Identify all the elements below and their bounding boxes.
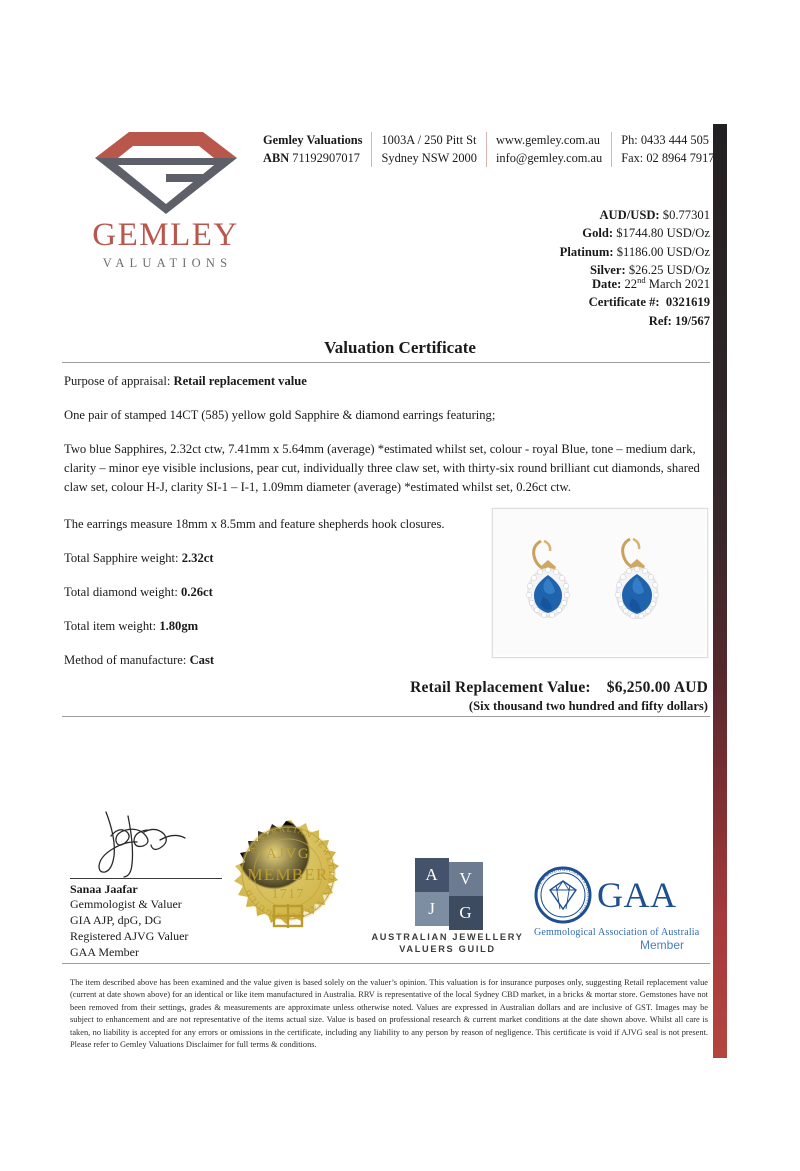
company-website[interactable]: www.gemley.com.au	[495, 133, 600, 147]
date-ordinal: nd	[637, 275, 646, 285]
purpose-value: Retail replacement value	[173, 374, 307, 388]
purpose-line	[64, 372, 712, 391]
page-title: Valuation Certificate	[324, 338, 476, 357]
abn-value: 71192907017	[292, 150, 360, 165]
ajvg-tile-g: G	[449, 896, 483, 930]
certificate-number-value: 0321619	[665, 295, 710, 310]
contact-details	[254, 132, 724, 167]
valuer-qualifications: GIA AJP, dpG, DG	[70, 912, 162, 927]
company-fax: Fax: 02 8964 7917	[621, 150, 715, 165]
date-label: Date:	[591, 277, 622, 292]
valuer-registration: Registered AJVG Valuer	[70, 928, 189, 943]
certificate-ref	[589, 312, 710, 330]
gaa-logo	[534, 866, 710, 952]
platinum-label: Platinum:	[559, 244, 614, 259]
silver-label: Silver:	[589, 262, 626, 277]
ajvg-logo	[370, 858, 525, 954]
gaa-acronym: GAA	[597, 875, 677, 915]
purpose-label: Purpose of appraisal:	[64, 374, 171, 388]
value-amount: $6,250.00 AUD	[606, 679, 708, 696]
ajvg-tile-a: A	[415, 858, 449, 892]
gaa-row	[534, 866, 710, 924]
ajvg-name-line-2: VALUERS GUILD	[399, 944, 496, 954]
seal-number: 1717	[271, 887, 305, 902]
company-name: Gemley Valuations	[263, 133, 363, 147]
certificate-header	[58, 128, 715, 328]
rate-platinum	[560, 243, 710, 261]
gaa-ring-text: GEMMOLOGICAL ASSOCIATION	[535, 866, 592, 917]
handwritten-signature	[78, 810, 228, 882]
disclaimer-text: The item described above has been examined and the value given is based solely on the valuer’s opinion. This valuation is for insurance purposes only, suggesting Retail replacement value (current at date shown above) for an identical or like item manufactured in Australia. RRV is representative of the local Sydney CBD market, in a bricks & mortar store. Gemstones have not been removed from their settings, grades & measurements are approximate unless otherwise noted. Values are expressed in Australian dollars and are inclusive of GST. Images may be subject to enhancement and are not representative of the items actual size. Value is based on professional research & current market conditions at the date shown above. Whilst all care is taken, no liability is accepted for any errors or omissions in the certificate, including any liability to any person by reason of negligence. This certificate is void if AJVG seal is not present. Please refer to Gemley Valuations Disclaimer for full terms & conditions.	[70, 978, 708, 1050]
scan-edge-strip	[713, 124, 727, 1058]
gaa-diamond-emblem-icon	[534, 866, 592, 924]
spec-label: Total diamond weight:	[64, 585, 178, 600]
silver-value: $26.25 USD/Oz	[628, 262, 710, 277]
logo-subtitle: VALUATIONS	[102, 256, 233, 270]
certificate-date	[589, 274, 710, 293]
audusd-label: AUD/USD:	[599, 208, 660, 222]
gold-label: Gold:	[582, 226, 614, 241]
ajvg-gold-seal	[218, 818, 364, 964]
sapphire-earrings-image	[493, 509, 705, 655]
ref-label: Ref:	[648, 313, 672, 328]
company-email[interactable]: info@gemley.com.au	[495, 150, 603, 165]
gemley-diamond-icon	[91, 128, 241, 216]
valuer-name: Sanaa Jaafar	[70, 882, 138, 896]
contact-web	[486, 132, 611, 167]
gaa-subtitle: Gemmological Association of Australia	[534, 927, 700, 938]
logo-wordmark: GEMLEY	[92, 217, 239, 253]
ajvg-name-line-1: AUSTRALIAN JEWELLERY	[371, 932, 524, 942]
value-in-words: (Six thousand two hundred and fifty dollars)	[468, 699, 708, 714]
ajvg-tile-v: V	[449, 862, 483, 896]
contact-address	[371, 132, 485, 167]
ajvg-tiles	[409, 858, 487, 924]
footer-divider	[62, 963, 710, 964]
retail-replacement-value	[410, 678, 708, 715]
spec-value: Cast	[189, 653, 215, 668]
value-divider	[62, 716, 710, 717]
item-measurements: The earrings measure 18mm x 8.5mm and feature shepherds hook closures.	[64, 517, 445, 532]
gaa-member-label: Member	[640, 938, 685, 952]
abn-label: ABN	[263, 150, 290, 165]
address-line-1: 1003A / 250 Pitt St	[381, 133, 477, 147]
spec-label: Total Sapphire weight:	[64, 551, 179, 566]
date-day: 22	[624, 277, 638, 292]
company-abn	[263, 150, 362, 168]
contact-company	[254, 132, 371, 167]
item-summary: One pair of stamped 14CT (585) yellow gold Sapphire & diamond earrings featuring;	[64, 407, 496, 422]
spec-value: 0.26ct	[181, 585, 213, 600]
certificate-identifiers	[589, 274, 710, 330]
title-divider	[62, 362, 710, 363]
gold-value: $1744.80 USD/Oz	[616, 226, 710, 241]
seal-top-text: AJVG	[265, 846, 311, 862]
rate-audusd	[560, 206, 710, 224]
company-phone: Ph: 0433 444 505	[621, 133, 709, 147]
address-line-2: Sydney NSW 2000	[381, 150, 477, 165]
value-main-line	[410, 678, 708, 698]
contact-phone	[611, 132, 723, 167]
seal-ring-text: AUSTRALIAN JEWELLERY VALUERS GUILD	[243, 824, 337, 922]
value-label: Retail Replacement Value:	[410, 679, 591, 696]
valuer-title: Gemmologist & Valuer	[70, 897, 182, 911]
platinum-value: $1186.00 USD/Oz	[616, 244, 710, 259]
signature-rule	[70, 878, 222, 879]
rate-gold	[560, 224, 710, 242]
valuer-membership: GAA Member	[70, 944, 139, 959]
certificate-number	[589, 293, 710, 311]
spec-value: 2.32ct	[181, 551, 214, 566]
ajvg-tile-j: J	[415, 892, 449, 926]
valuer-credentials	[70, 897, 188, 961]
spec-value: 1.80gm	[159, 619, 199, 634]
seal-middle-text: MEMBER	[247, 865, 329, 884]
ref-value: 19/567	[675, 313, 710, 328]
spec-label: Total item weight:	[64, 619, 157, 634]
date-rest: March 2021	[648, 277, 710, 292]
metal-rates	[560, 206, 710, 279]
company-logo	[58, 128, 273, 271]
item-description: Two blue Sapphires, 2.32ct ctw, 7.41mm x 5.64mm (average) *estimated whilst set, colour - royal Blue, tone – medium dark, clarity – minor eye visible inclusions, pear cut, individually three claw set, with thirty-six round brilliant cut diamonds, shared claw set, colour H-J, clarity SI-1 – I-1, 1.09mm diameter (average) *estimated whilst set, 0.26ct ctw.	[64, 441, 700, 494]
spec-label: Method of manufacture:	[64, 653, 187, 668]
item-photograph	[492, 508, 708, 658]
certificate-number-label: Certificate #:	[588, 295, 660, 310]
audusd-value: $0.77301	[662, 208, 710, 222]
